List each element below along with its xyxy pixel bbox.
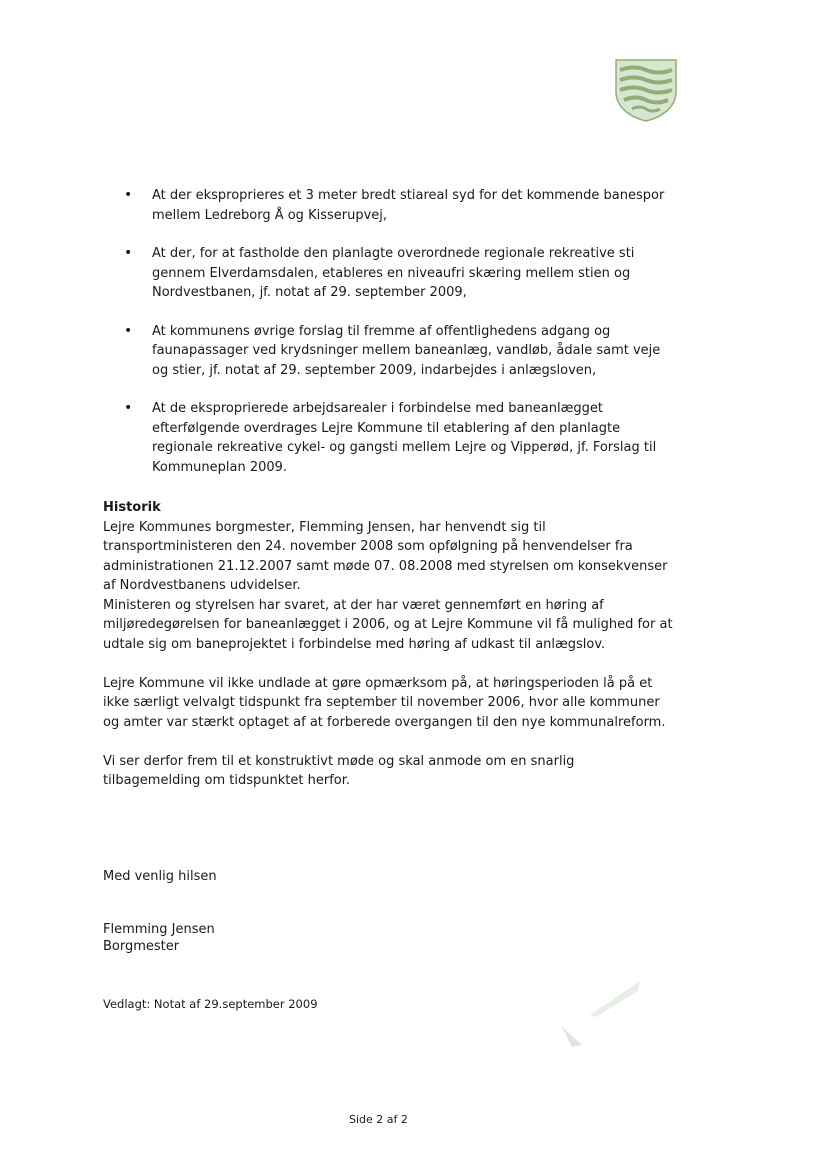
bullet-item — [118, 244, 678, 303]
bullet-item — [118, 399, 678, 477]
history-paragraph: Vi ser derfor frem til et konstruktivt møde og skal anmode om en snarlig tilbagemelding om tidspunktet herfor. — [103, 753, 575, 788]
bullet-text: At der eksproprieres et 3 meter bredt stiareal syd for det kommende banespor mellem Ledreborg Å og Kisserupvej, — [152, 188, 665, 223]
bullet-text: At der, for at fastholde den planlagte overordnede regionale rekreative sti gennem Elverdamsdalen, etableres en niveaufri skæring mellem stien og Nordvestbanen, jf. notat af 29. september 2009, — [152, 246, 635, 300]
bullet-icon: • — [124, 322, 133, 339]
history-section — [103, 498, 673, 791]
history-paragraph: Lejre Kommunes borgmester, Flemming Jensen, har henvendt sig til transportministeren den 24. november 2008 som opfølgning på henvendelser fra administrationen 21.12.2007 samt møde 07. 08.2008 med styrelsen om konsekvenser af Nordvestbanens udvidelser. — [103, 519, 668, 593]
bullet-item — [118, 186, 678, 225]
municipal-crest-icon — [612, 58, 680, 122]
history-paragraph: Lejre Kommune vil ikke undlade at gøre opmærksom på, at høringsperioden lå på et ikke særligt velvalgt tidspunkt fra september til november 2006, hvor alle kommuner og amter var stærkt optaget af at forberede overgangen til den nye kommunalreform. — [103, 675, 666, 730]
bullet-item — [118, 322, 678, 381]
signature-block — [103, 921, 215, 955]
signatory-name: Flemming Jensen — [103, 922, 215, 937]
page-number: Side 2 af 2 — [349, 1113, 408, 1126]
bullet-text: At kommunens øvrige forslag til fremme af offentlighedens adgang og faunapassager ved krydsninger mellem baneanlæg, vandløb, ådale samt veje og stier, jf. notat af 29. september 2009, indarbejdes i anlægsloven, — [152, 323, 661, 378]
history-paragraph: Ministeren og styrelsen har svaret, at der har været gennemført en høring af miljøredegørelsen for baneanlægget i 2006, og at Lejre Kommune vil få mulighed for at udtale sig om baneprojektet i forbindelse med høring af udkast til anlægslov. — [103, 597, 673, 652]
history-heading: Historik — [103, 500, 161, 515]
enclosure-note: Vedlagt: Notat af 29.september 2009 — [103, 997, 318, 1011]
bullet-icon: • — [124, 245, 133, 261]
bullet-icon: • — [124, 187, 133, 203]
proposal-bullet-list — [118, 186, 678, 477]
watermark-icon — [560, 975, 650, 1055]
bullet-icon: • — [124, 400, 133, 416]
signatory-title: Borgmester — [103, 939, 180, 954]
closing-greeting: Med venlig hilsen — [103, 869, 217, 884]
bullet-text: At de eksproprierede arbejdsarealer i forbindelse med baneanlægget efterfølgende overdrages Lejre Kommune til etablering af den planlagte regionale rekreative cykel- og gangsti mellem Lejre og Vipperød, jf. Forslag til Kommuneplan 2009. — [152, 401, 657, 475]
